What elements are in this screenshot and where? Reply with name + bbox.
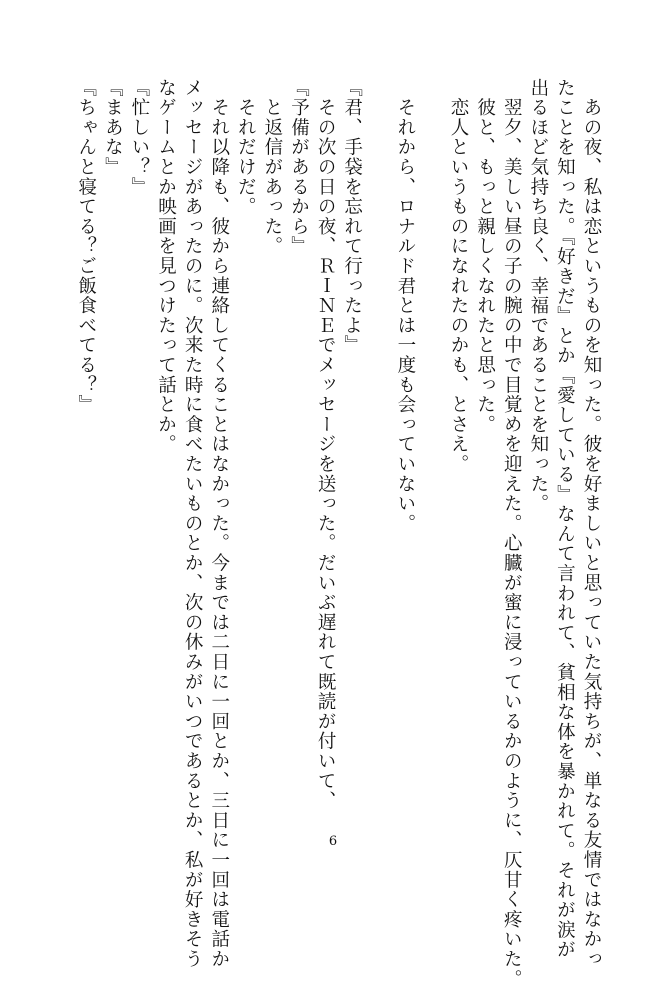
text-line: 『まあな』 (102, 78, 124, 177)
text-line: それから、ロナルド君とは一度も会っていない。 (394, 78, 416, 534)
text-line: 『君、手袋を忘れて行ったよ』 (341, 78, 363, 356)
text-line: 彼と、もっと親しくなれたと思った。 (474, 78, 496, 435)
blank-line (418, 78, 445, 818)
text-line: その次の日の夜、ＲＩＮＥでメッセージを送った。だいぶ遅れて既読が付いて、 (315, 78, 337, 811)
text-line: 『予備があるから』 (288, 78, 310, 257)
text-line: と返信があった。 (261, 78, 283, 257)
text-line: あの夜、私は恋というものを知った。彼を好ましいと思っていた気持ちが、単なる友情ではなかっ (581, 78, 602, 969)
text-line: 出るほど気持ち良く、幸福であることを知った。 (527, 78, 549, 514)
page-number: 6 (328, 834, 338, 849)
text-line: メッセージがあったのに。次来た時に食べたいものとか、次の休みがいつであるとか、私が好きそう (182, 78, 204, 969)
text-line: 『忙しい？』 (128, 78, 150, 197)
text-line: 『ちゃんと寝てる？ご飯食べてる？』 (75, 78, 97, 415)
text-line: それ以降も、彼から連絡してくることはなかった。今までは二日に一回とか、三日に一回は電話か (208, 78, 230, 969)
blank-line (365, 78, 392, 818)
text-line: 恋人というものになれたのかも、とさえ。 (448, 78, 470, 474)
vertical-text-body (44, 78, 604, 989)
text-line: なゲームとか映画を見つけたって話とか。 (155, 78, 177, 455)
text-line: それだけだ。 (235, 78, 257, 217)
text-line: 翌夕、美しい昼の子の腕の中で目覚めを迎えた。心臓が蜜に浸っているかのように、仄甘く疼いた。 (501, 78, 523, 989)
text-line: たことを知った。『好きだ』とか『愛している』なんて言われて、貧相な体を暴かれて。それが涙が (554, 78, 576, 960)
